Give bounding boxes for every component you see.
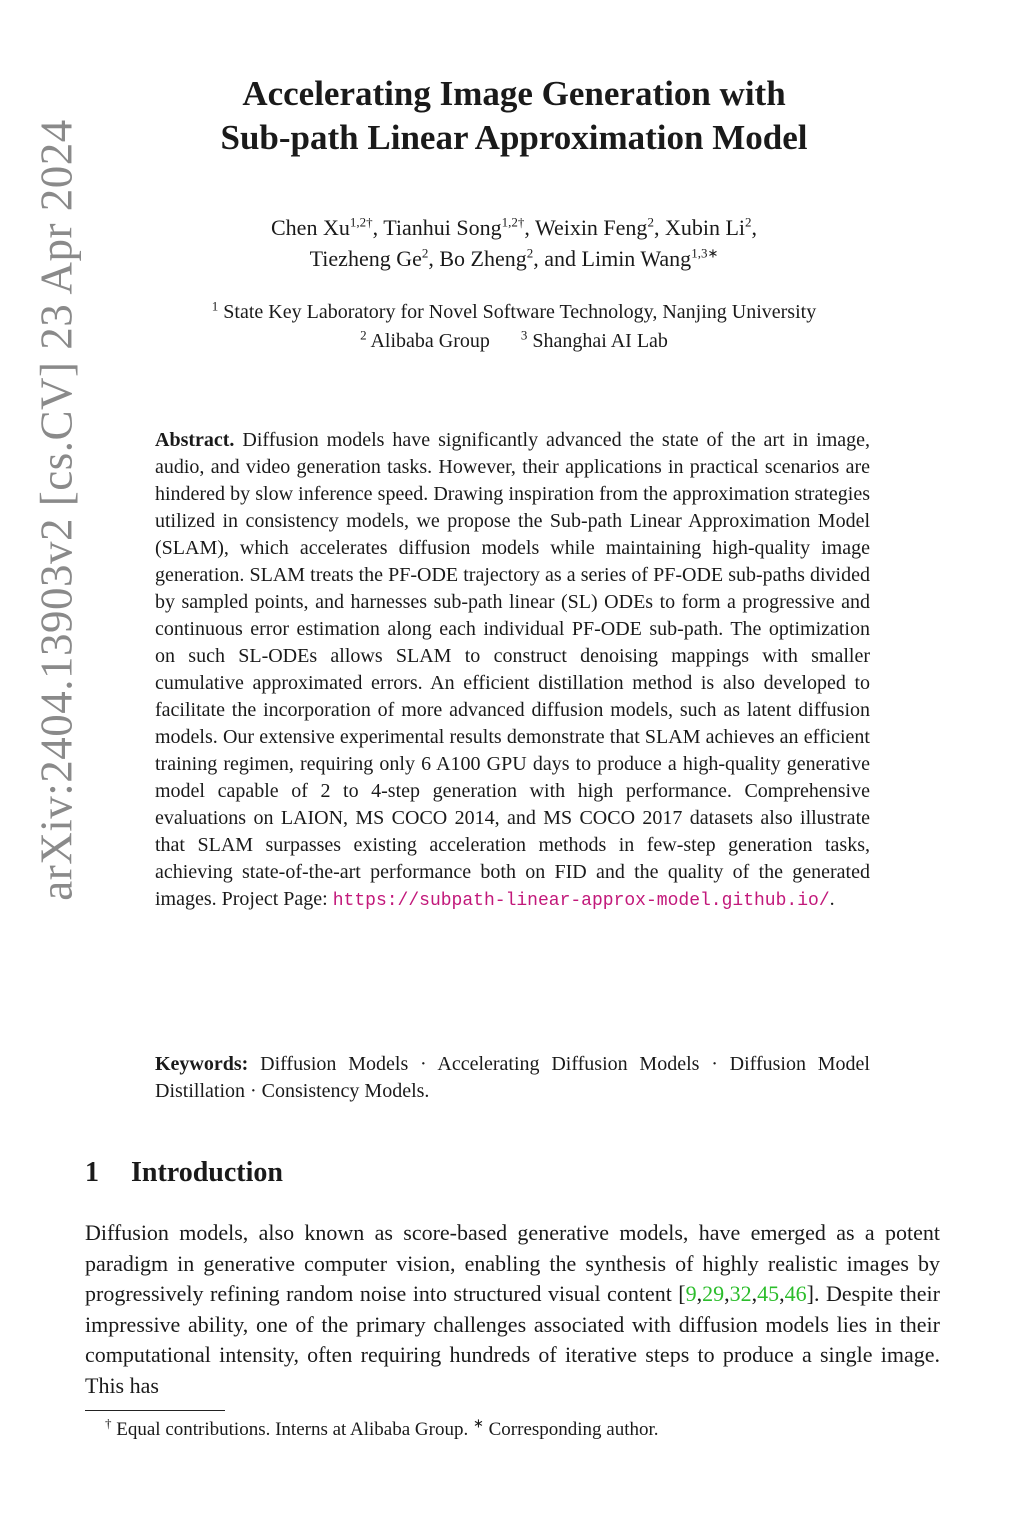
author-line-2: Tiezheng Ge$^2$, Bo Zheng$^2$, and Limin Wang$^{1,3∗}$ [309, 245, 719, 271]
author-name: Tianhui Song [383, 215, 502, 240]
dagger-marker: † [105, 1415, 112, 1431]
intro-text-part2: ]. Despite their impressive ability, one of the primary challenges associated with diffusion models lies in their computational intensity, often requiring hundreds of iterative steps to produce a single image. This has [85, 1281, 940, 1398]
author-affiliation-marker: 1,2† [501, 214, 525, 230]
footnote-text-equal-contribution: Equal contributions. Interns at Alibaba Group. [116, 1419, 469, 1440]
author-name: Tiezheng Ge [309, 246, 422, 271]
section-number: 1 [85, 1157, 99, 1188]
arxiv-sidebar [22, 60, 92, 960]
section-heading-introduction [85, 1155, 283, 1191]
citation-link[interactable]: 29 [702, 1281, 725, 1306]
arxiv-identifier: arXiv:2404.13903v2 [cs.CV] 23 Apr 2024 [32, 119, 82, 901]
footnote-text-corresponding: Corresponding author. [488, 1419, 659, 1440]
keywords [155, 1051, 870, 1105]
intro-text-part1: Diffusion models, also known as score-based generative models, have emerged as a potent paradigm in generative computer vision, enabling the synthesis of highly realistic images by progressively refining random noise into structured visual content [ [85, 1220, 940, 1306]
paper-title [100, 72, 928, 160]
affiliation-number: 2 [360, 327, 367, 343]
author-affiliation-marker: 1,3∗ [691, 245, 719, 261]
author-affiliation-marker: 1,2† [349, 214, 373, 230]
author-name: Chen Xu [271, 215, 350, 240]
project-page-link[interactable]: https://subpath-linear-approx-model.github.io/ [332, 891, 830, 911]
title-line-1: Accelerating Image Generation with [242, 74, 786, 113]
abstract: Abstract. Diffusion models have significantly advanced the state of the art in image, audio, and video generation tasks. However, their applications in practical scenarios are hindered by slow inference speed. Drawing inspiration from the approximation strategies utilized in consistency models, we propose the Sub-path Linear Approximation Model (SLAM), which accelerates diffusion models while maintaining high-quality image generation. SLAM treats the PF-ODE trajectory as a series of PF-ODE sub-paths divided by sampled points, and harnesses sub-path linear (SL) ODEs to form a progressive and continuous error estimation along each individual PF-ODE sub-path. The optimization on such SL-ODEs allows SLAM to construct denoising mappings with smaller cumulative approximated errors. An efficient distillation method is also developed to facilitate the incorporation of more advanced diffusion models, such as latent diffusion models. Our extensive experimental results demonstrate that SLAM achieves an efficient training regimen, requiring only 6 A100 GPU days to produce a high-quality generative model capable of 2 to 4-step generation with high performance. Comprehensive evaluations on LAION, MS COCO 2014, and MS COCO 2017 datasets also illustrate that SLAM surpasses existing acceleration methods in few-step generation tasks, achieving state-of-the-art performance both on FID and the quality of the generated images. Project Page: https://subpath-linear-approx-model.github.io/. [155, 429, 871, 911]
section-title: Introduction [131, 1157, 283, 1188]
citation-link[interactable]: 32 [729, 1281, 752, 1306]
keywords-label: Keywords: [155, 1053, 249, 1075]
abstract-label: Abstract. [155, 429, 235, 451]
affiliation-name: Alibaba Group [370, 330, 490, 352]
affiliations [100, 298, 928, 356]
affiliation-line-2 [100, 327, 928, 356]
title-line-2: Sub-path Linear Approximation Model [220, 118, 808, 157]
affiliation-name: State Key Laboratory for Novel Software Technology, Nanjing University [223, 301, 817, 323]
author-name: Xubin Li [664, 215, 745, 240]
affiliation-number: 1 [211, 298, 219, 314]
author-list [100, 212, 928, 274]
introduction-paragraph: Diffusion models, also known as score-based generative models, have emerged as a potent paradigm in generative computer vision, enabling the synthesis of highly realistic images by progressively refining random noise into structured visual content [9,29,32,45,46]. Despite their impressive ability, one of the primary challenges associated with diffusion models lies in their computational intensity, often requiring hundreds of iterative steps to produce a single image. This has [85, 1220, 940, 1398]
author-affiliation-marker: 2 [421, 245, 429, 261]
author-affiliation-marker: 2 [745, 214, 752, 230]
keywords-text: Diffusion Models · Accelerating Diffusion Models · Diffusion Model Distillation · Consistency Models. [155, 1053, 870, 1102]
author-name: Weixin Feng [534, 215, 648, 240]
footnote [105, 1417, 935, 1443]
star-marker: ∗ [472, 1415, 484, 1431]
author-affiliation-marker: 2 [526, 245, 534, 261]
citation-link[interactable]: 45 [757, 1281, 780, 1306]
affiliation-number: 3 [520, 327, 528, 343]
author-name: Limin Wang [581, 246, 692, 271]
author-name: Bo Zheng [439, 246, 527, 271]
affiliation-line-1 [100, 298, 928, 327]
author-affiliation-marker: 2 [647, 214, 654, 230]
citation-link[interactable]: 9 [685, 1281, 697, 1306]
affiliation-name: Shanghai AI Lab [532, 330, 668, 352]
citation-link[interactable]: 46 [784, 1281, 807, 1306]
footnote-divider [85, 1410, 225, 1411]
abstract-text: Diffusion models have significantly advanced the state of the art in image, audio, and video generation tasks. However, their applications in practical scenarios are hindered by slow inference speed. Drawing inspiration from the approximation strategies utilized in consistency models, we propose the Sub-path Linear Approximation Model (SLAM), which accelerates diffusion models while maintaining high-quality image generation. SLAM treats the PF-ODE trajectory as a series of PF-ODE sub-paths divided by sampled points, and harnesses sub-path linear (SL) ODEs to form a progressive and continuous error estimation along each individual PF-ODE sub-path. The optimization on such SL-ODEs allows SLAM to construct denoising mappings with smaller cumulative approximated errors. An efficient distillation method is also developed to facilitate the incorporation of more advanced diffusion models, such as latent diffusion models. Our extensive experimental results demonstrate that SLAM achieves an efficient training regimen, requiring only 6 A100 GPU days to produce a high-quality generative model capable of 2 to 4-step generation with high performance. Comprehensive evaluations on LAION, MS COCO 2014, and MS COCO 2017 datasets also illustrate that SLAM surpasses existing acceleration methods in few-step generation tasks, achieving state-of-the-art performance both on FID and the quality of the generated images. Project Page: [155, 429, 871, 910]
author-line-1: Chen $Xu^{1,2\dagger}$, Tianhui Song$^{1,2\dagger}$, Weixin Feng$^2$, Xubin Li$^2$, [271, 214, 757, 240]
